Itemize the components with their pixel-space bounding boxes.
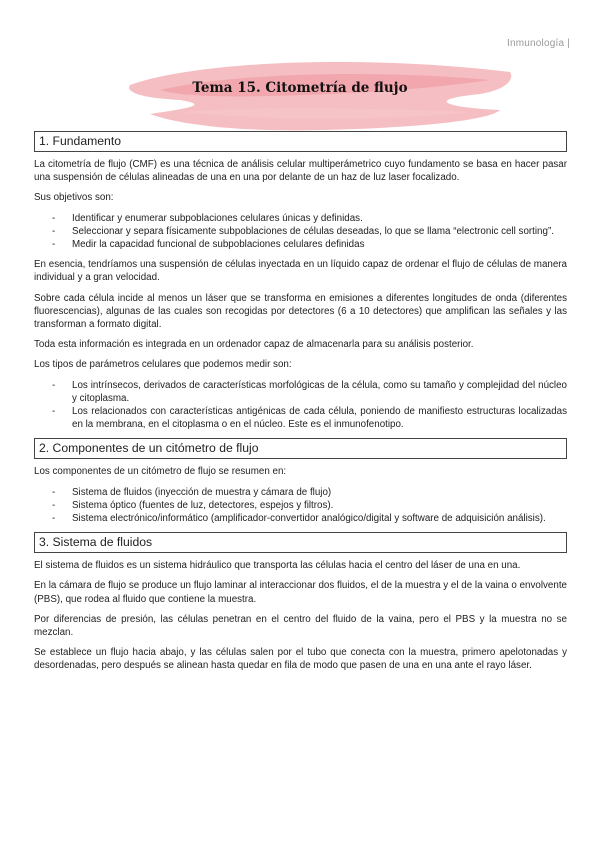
paragraph: En esencia, tendríamos una suspensión de células inyectada en un líquido capaz de ordenar el flujo de células de manera individual y a gran velocidad. xyxy=(34,259,567,284)
dash-bullet: - xyxy=(52,406,56,418)
list-item xyxy=(34,405,567,431)
dash-bullet: - xyxy=(52,379,56,391)
paragraph: Los componentes de un citómetro de flujo se resumen en: xyxy=(34,466,287,478)
list-item xyxy=(34,238,567,251)
components-list xyxy=(34,486,567,526)
parameters-list xyxy=(34,379,567,432)
paragraph: La citometría de flujo (CMF) es una técnica de análisis celular multiperámetrico cuyo fundamento se basa en hacer pasar una suspensión de células alineadas de una en una por delante de un haz de luz laser focalizado. xyxy=(34,159,567,184)
list-item-text: Sistema de fluidos (inyección de muestra y cámara de flujo) xyxy=(72,486,332,498)
paragraph: Los tipos de parámetros celulares que podemos medir son: xyxy=(34,359,292,371)
section-heading-fluidos: 3. Sistema de fluidos xyxy=(34,532,567,553)
list-item xyxy=(34,212,567,225)
list-item xyxy=(34,499,567,512)
paragraph: El sistema de fluidos es un sistema hidráulico que transporta las células hacia el centro del láser de una en una. xyxy=(34,560,521,572)
dash-bullet: - xyxy=(52,239,56,251)
list-item-text: Identificar y enumerar subpoblaciones celulares únicas y definidas. xyxy=(72,212,363,224)
document-title: Tema 15. Citometría de flujo xyxy=(192,80,408,96)
list-item xyxy=(34,512,567,525)
paragraph: Se establece un flujo hacia abajo, y las células salen por el tubo que conecta con la muestra, primero apelotonadas y desordenadas, pero después se alinean hasta quedar en fila de modo que pasen de una en una ante el rayo láser. xyxy=(34,647,567,672)
list-item-text: Seleccionar y separa físicamente subpoblaciones de células deseadas, lo que se llama “electronic cell sorting”. xyxy=(72,225,554,237)
list-item-text: Los intrínsecos, derivados de características morfológicas de la célula, como su tamaño y complejidad del núcleo y citoplasma. xyxy=(72,379,567,404)
paragraph: Toda esta información es integrada en un ordenador capaz de almacenarla para su análisis posterior. xyxy=(34,339,474,351)
section-heading-componentes: 2. Componentes de un citómetro de flujo xyxy=(34,438,567,459)
section-heading-fundamento: 1. Fundamento xyxy=(34,131,567,152)
dash-bullet: - xyxy=(52,212,56,224)
list-item xyxy=(34,486,567,499)
paragraph: Sobre cada célula incide al menos un láser que se transforma en emisiones a diferentes longitudes de onda (diferentes fluorescencias), algunas de las cuales son recogidas por detectores (6 a 10 detectores) que amplifican las señales y las transforman a formato digital. xyxy=(34,292,567,331)
list-item-text: Sistema óptico (fuentes de luz, detectores, espejos y filtros). xyxy=(72,499,334,511)
paragraph: Sus objetivos son: xyxy=(34,192,114,204)
paragraph: En la cámara de flujo se produce un flujo laminar al interaccionar dos fluidos, el de la muestra y el de la vaina o envolvente (PBS), que rodea al fluido que contiene la muestra. xyxy=(34,580,567,605)
list-item-text: Sistema electrónico/informático (amplificador-convertidor analógico/digital y software de adquisición análisis). xyxy=(72,513,546,525)
dash-bullet: - xyxy=(52,486,56,498)
objectives-list xyxy=(34,212,567,252)
list-item xyxy=(34,379,567,405)
document-body xyxy=(34,131,567,680)
dash-bullet: - xyxy=(52,499,56,511)
list-item-text: Medir la capacidad funcional de subpoblaciones celulares definidas xyxy=(72,239,365,251)
list-item xyxy=(34,225,567,238)
dash-bullet: - xyxy=(52,225,56,237)
paragraph: Por diferencias de presión, las células penetran en el centro del fluido de la vaina, pero el PBS y la muestra no se mezclan. xyxy=(34,613,567,639)
dash-bullet: - xyxy=(52,513,56,525)
list-item-text: Los relacionados con características antigénicas de cada célula, poniendo de manifiesto estructuras localizadas en la membrana, en el citoplasma o en el núcleo. Este es el inmunofenotipo. xyxy=(72,406,567,431)
subject-header: Inmunología | xyxy=(506,38,570,49)
